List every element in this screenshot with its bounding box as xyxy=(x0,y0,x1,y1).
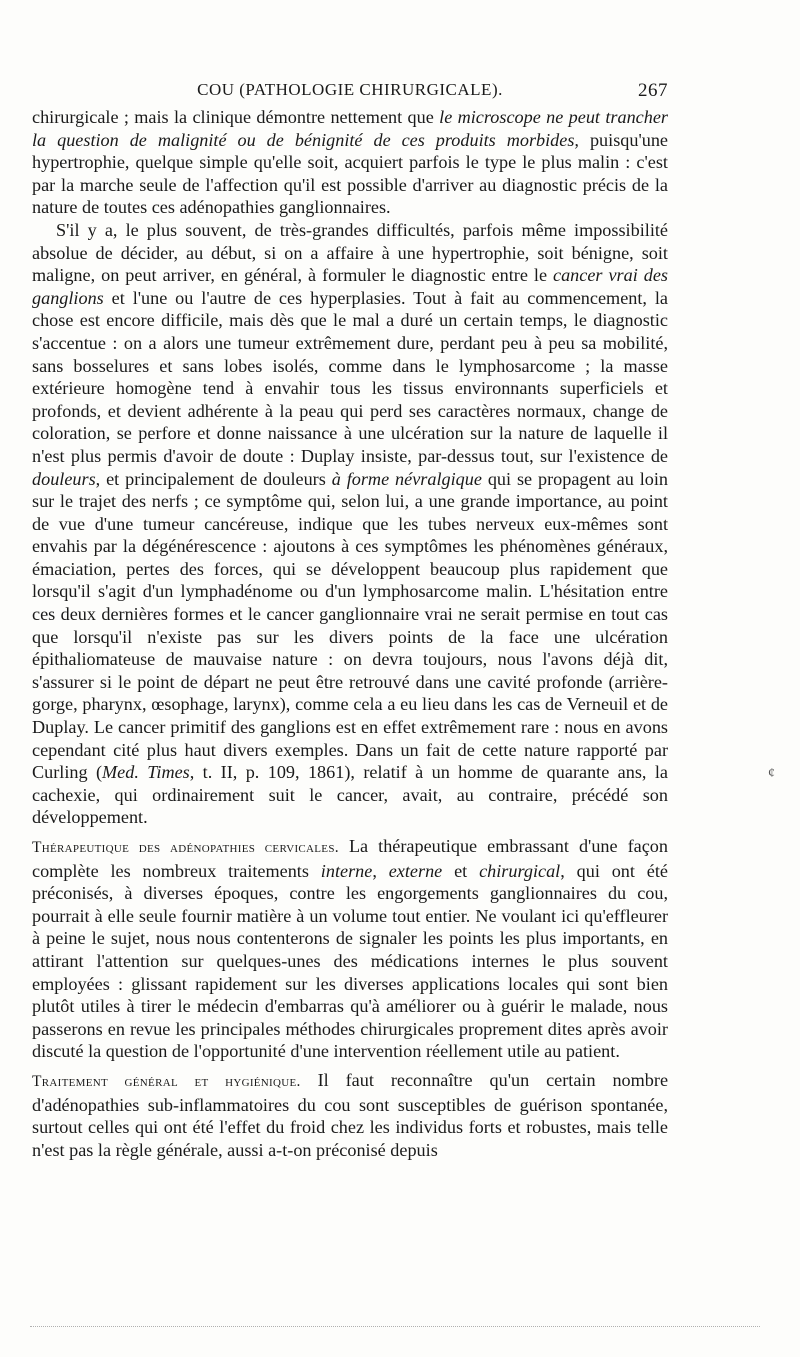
bottom-dotted-rule xyxy=(30,1326,760,1327)
book-page xyxy=(32,80,668,1161)
paragraph-1: chirurgicale ; mais la clinique démontre nettement que le microscope ne peut trancher la question de malignité ou de bénignité de ces produits morbides, puisqu'une hypertrophie, quelque simple qu'elle soit, acquiert parfois le type le plus malin : c'est par la marche seule de l'affection qu'il est possible d'arriver au diagnostic précis de la nature de toutes ces adénopathies ganglionnaires. xyxy=(32,107,668,218)
section-heading: Thérapeutique des adénopathies cervicales. xyxy=(32,839,339,856)
running-head xyxy=(32,80,668,106)
paragraph-2: S'il y a, le plus souvent, de très-grandes difficultés, parfois même impossibilité absolue de décider, au début, si on a affaire à une hypertrophie, soit bénigne, soit maligne, on peut arriver, en général, à formuler le diagnostic entre le cancer vrai des ganglions et l'une ou l'autre de ces hyperplasies. Tout à fait au commencement, la chose est encore difficile, mais dès que le mal a duré un certain temps, le diagnostic s'accentue : on a alors une tumeur extrêmement dure, perdant peu à peu sa mobilité, sans bosselures et sans lobes isolés, comme dans le lymphosarcome ; la masse extérieure homogène tend à envahir tous les tissus environnants superficiels et profonds, et devient adhérente à la peau qui perd ses caractères normaux, change de coloration, se perfore et donne naissance à une ulcération sur la nature de laquelle il n'est plus permis d'avoir de doute : Duplay insiste, par-dessus tout, sur l'existence de douleurs, et principalement de douleurs à forme névralgique qui se propagent au loin sur le trajet des nerfs ; ce symptôme qui, selon lui, a une grande importance, au point de vue d'une tumeur cancéreuse, indique que les tubes nerveux eux-mêmes sont envahis par la dégénérescence : ajoutons à ces symptômes les phénomènes généraux, émaciation, pertes des forces, qui se développent beaucoup plus rapidement que lorsqu'il s'agit d'un lymphadénome ou d'un lymphosarcome malin. L'hésitation entre ces deux dernières formes et le cancer ganglionnaire vrai ne serait permise en tout cas que lorsqu'il n'existe pas sur les divers points de la face une ulcération épithaliomateuse de mauvaise nature : on devra toujours, nous l'avons déjà dit, s'assurer si le point de départ ne peut être retrouvé dans une cavité profonde (arrière-gorge, pharynx, œsophage, larynx), comme cela a eu lieu dans les cas de Verneuil et de Duplay. Le cancer primitif des ganglions est en effet extrêmement rare : nous en avons cependant cité plus haut divers exemples. Dans un fait de cette nature rapporté par Curling (Med. Times, t. II, p. 109, 1861), relatif à un homme de quarante ans, la cachexie, qui ordinairement suit le cancer, avait, au contraire, précédé son développement. xyxy=(32,219,668,828)
running-title: COU (PATHOLOGIE CHIRURGICALE). xyxy=(197,80,503,99)
margin-mark: ¢ xyxy=(768,766,775,781)
section-traitement: Traitement général et hygiénique. Il faut reconnaître qu'un certain nombre d'adénopathies sub-inflammatoires du cou sont susceptibles de guérison spontanée, surtout celles qui ont été l'effet du froid chez les individus forts et robustes, mais telle n'est pas la règle générale, aussi a-t-on préconisé depuis xyxy=(32,1069,669,1160)
page-number: 267 xyxy=(638,80,668,101)
section-heading: Traitement général et hygiénique. xyxy=(32,1072,301,1090)
body-text xyxy=(32,106,668,1161)
section-therapeutique: Thérapeutique des adénopathies cervicales. La thérapeutique embrassant d'une façon complète les nombreux traitements interne, externe et chirurgical, qui ont été préconisés, à diverses époques, contre les engorgements ganglionnaires du cou, pourrait à elle seule fournir matière à un volume tout entier. Ne voulant ici qu'effleurer à peine le sujet, nous nous contenterons de signaler les points les plus importants, en attirant l'attention sur quelques-unes des médications internes le plus souvent employées : glissant rapidement sur les diverses applications locales qui sont bien plutôt utiles à tirer le médecin d'embarras qu'à améliorer ou à guérir le malade, nous passerons en revue les principales méthodes chirurgicales proprement dites après avoir discuté la question de l'opportunité d'une intervention réellement utile au patient. xyxy=(32,836,668,1062)
